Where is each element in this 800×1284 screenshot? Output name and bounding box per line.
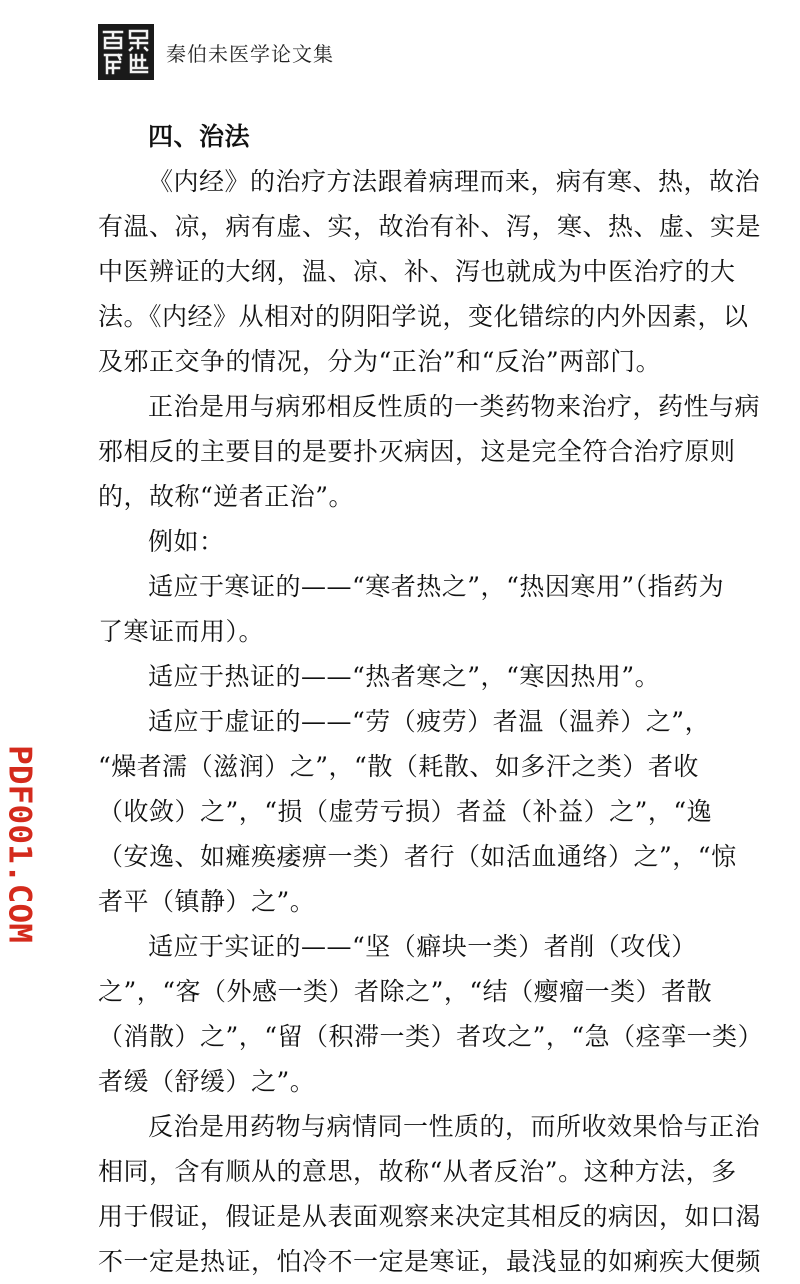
- paragraph-line: 适应于实证的——“坚（癖块一类）者削（攻伐）: [148, 932, 697, 961]
- paragraph-line: （消散）之”，“留（积滞一类）者攻之”，“急（痉挛一类）: [98, 1022, 764, 1051]
- paragraph-line: 例如：: [148, 527, 225, 556]
- book-title: 秦伯未医学论文集: [166, 41, 334, 66]
- paragraph-line: 者缓（舒缓）之”。: [98, 1067, 316, 1096]
- paragraph-line: 相同，含有顺从的意思，故称“从者反治”。这种方法，多: [98, 1157, 737, 1186]
- watermark-graphic: [1, 745, 44, 945]
- paragraph-line: 了寒证而用）。: [98, 617, 265, 646]
- paragraph-line: 及邪正交争的情况，分为“正治”和“反治”两部门。: [98, 347, 662, 376]
- paragraph-line: 之”，“客（外感一类）者除之”，“结（瘿瘤一类）者散: [98, 977, 713, 1006]
- seal-logo: [98, 24, 154, 80]
- paragraph-line: 的，故称“逆者正治”。: [98, 482, 355, 511]
- site-watermark: [1, 745, 44, 945]
- paragraph-line: “燥者濡（滋润）之”，“散（耗散、如多汗之类）者收: [98, 752, 699, 781]
- paragraph-line: 正治是用与病邪相反性质的一类药物来治疗，药性与病: [148, 392, 761, 421]
- page-header: [98, 24, 334, 80]
- seal-logo-icon: [98, 24, 154, 80]
- section-heading: 四、治法: [148, 122, 251, 151]
- paragraph-line: （安逸、如瘫痪痿痹一类）者行（如活血通络）之”，“惊: [98, 842, 737, 871]
- paragraph-line: 适应于虚证的——“劳（疲劳）者温（温养）之”，: [148, 707, 711, 736]
- paragraph-line: 邪相反的主要目的是要扑灭病因，这是完全符合治疗原则: [98, 437, 736, 466]
- watermark-text: PDF001.COM: [1, 745, 38, 932]
- paragraph-line: 反治是用药物与病情同一性质的，而所收效果恰与正治: [148, 1112, 761, 1141]
- paragraph-line: 者平（镇静）之”。: [98, 887, 316, 916]
- paragraph-line: 用于假证，假证是从表面观察来决定其相反的病因，如口渴: [98, 1202, 762, 1231]
- paragraph-line: 法。《内经》从相对的阴阳学说，变化错综的内外因素，以: [98, 302, 749, 331]
- paragraph-line: 适应于热证的——“热者寒之”，“寒因热用”。: [148, 662, 661, 691]
- paragraph-line: 不一定是热证，怕冷不一定是寒证，最浅显的如痢疾大便频: [98, 1247, 762, 1276]
- paragraph-line: 适应于寒证的——“寒者热之”，“热因寒用”（指药为: [148, 572, 725, 601]
- paragraph-line: （收敛）之”，“损（虚劳亏损）者益（补益）之”，“逸: [98, 797, 713, 826]
- paragraph-line: 《内经》的治疗方法跟着病理而来，病有寒、热，故治: [148, 167, 761, 196]
- paragraph-line: 有温、凉，病有虚、实，故治有补、泻，寒、热、虚、实是: [98, 212, 762, 241]
- page-content: [98, 114, 764, 1284]
- paragraph-line: 中医辨证的大纲，温、凉、补、泻也就成为中医治疗的大: [98, 257, 736, 286]
